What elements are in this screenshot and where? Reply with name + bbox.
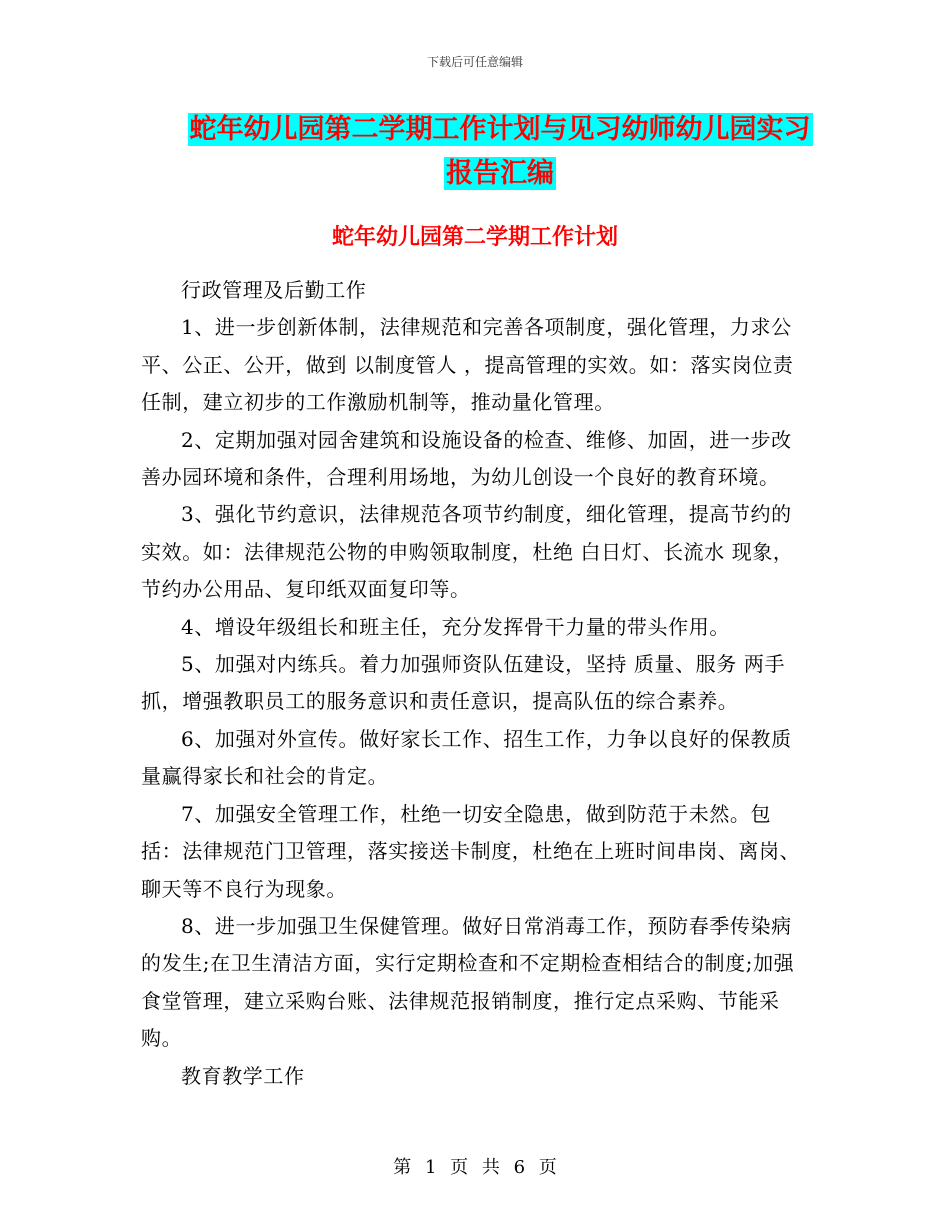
- paragraph-item-4: 4、增设年级组长和班主任，充分发挥骨干力量的带头作用。: [181, 614, 730, 639]
- document-title-line-2: 报告汇编: [446, 158, 554, 189]
- footer-page-number: 1: [424, 1157, 437, 1178]
- section-title: 蛇年幼儿园第二学期工作计划: [331, 225, 618, 250]
- paragraph-item-5: 5、加强对内练兵。着力加强师资队伍建设，坚持 质量、服务 两手抓，增强教职员工的服务意识和责任意识，提高队伍的综合素养。: [141, 652, 786, 714]
- paragraph-item-3: 3、强化节约意识，法律规范各项节约制度，细化管理，提高节约的实效。如：法律规范公物的申购领取制度，杜绝 白日灯、长流水 现象，节约办公用品、复印纸双面复印等。: [141, 502, 794, 602]
- footer-total-pages: 6: [513, 1157, 526, 1178]
- header-note: 下载后可任意编辑: [426, 55, 523, 69]
- footer-total-unit: 页: [538, 1157, 557, 1178]
- paragraph-teaching-heading: 教育教学工作: [181, 1063, 305, 1088]
- footer-prefix: 第: [393, 1157, 412, 1178]
- paragraph-item-6: 6、加强对外宣传。做好家长工作、招生工作，力争以良好的保教质量赢得家长和社会的肯定。: [141, 726, 792, 789]
- document-title-line-1: 蛇年幼儿园第二学期工作计划与见习幼师幼儿园实习: [189, 114, 811, 145]
- paragraph-item-1: 1、进一步创新体制，法律规范和完善各项制度，强化管理，力求公平、公正、公开，做到 以制度管人 ，提高管理的实效。如：落实岗位责任制，建立初步的工作激励机制等，推动量化管理。: [141, 315, 794, 415]
- page-footer: [0, 1153, 950, 1179]
- paragraph-item-2: 2、定期加强对园舍建筑和设施设备的检查、维修、加固，进一步改善办园环境和条件，合理利用场地，为幼儿创设一个良好的教育环境。: [141, 427, 792, 490]
- footer-page-unit: 页: [450, 1157, 469, 1178]
- document-title: [140, 108, 860, 196]
- paragraph-item-8: 8、进一步加强卫生保健管理。做好日常消毒工作，预防春季传染病的发生;在卫生清洁方面，实行定期检查和不定期检查相结合的制度;加强食堂管理，建立采购台账、法律规范报销制度，推行定点采购、节能采购。: [141, 913, 795, 1051]
- document-body: [141, 272, 811, 1095]
- footer-total-prefix: 共: [481, 1157, 500, 1178]
- paragraph-admin-heading: 行政管理及后勤工作: [181, 278, 367, 302]
- paragraph-item-7: 7、加强安全管理工作，杜绝一切安全隐患，做到防范于未然。包括：法律规范门卫管理，落实接送卡制度，杜绝在上班时间串岗、离岗、聊天等不良行为现象。: [141, 801, 801, 901]
